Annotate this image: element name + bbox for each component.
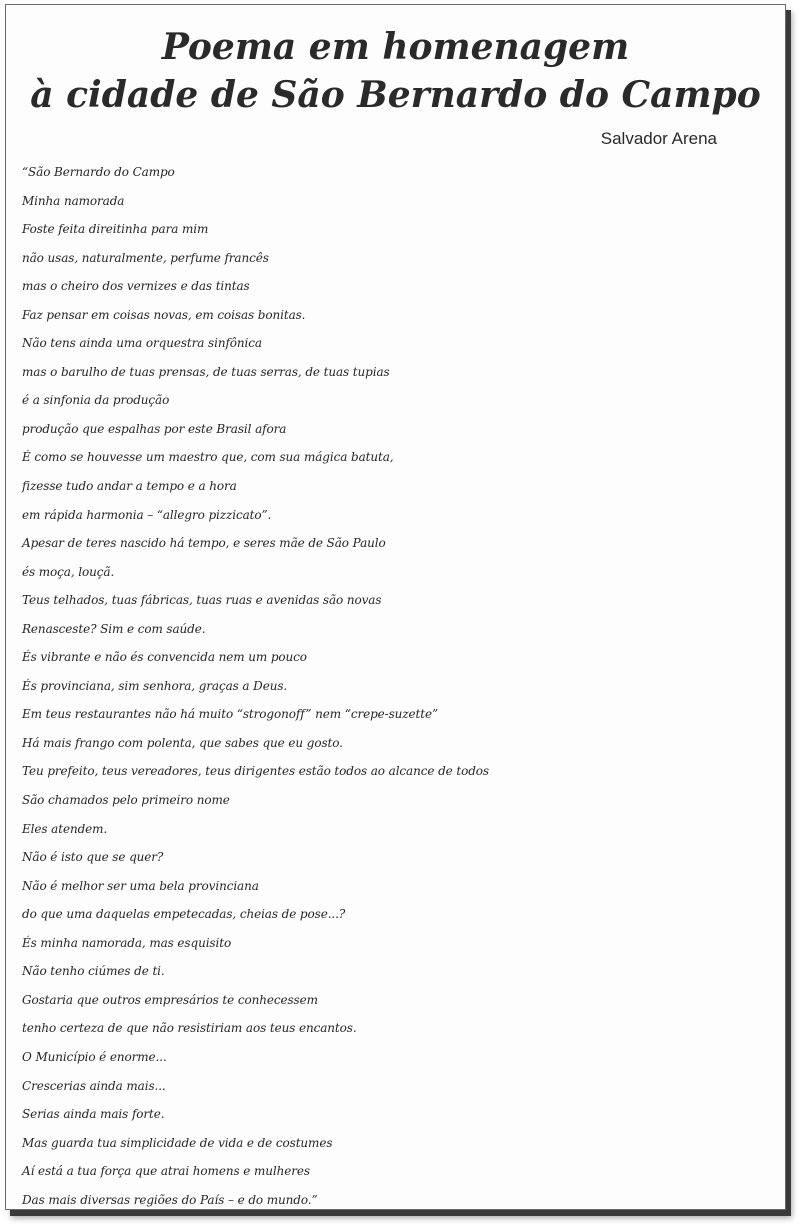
poem-line: Aí está a tua força que atrai homens e mulheres: [22, 1164, 310, 1179]
poem-line: não usas, naturalmente, perfume francês: [22, 250, 269, 265]
poem-line: Apesar de teres nascido há tempo, e seres mãe de São Paulo: [22, 536, 386, 551]
poem-line: Não tenho ciúmes de ti.: [22, 964, 165, 979]
poem-line: São chamados pelo primeiro nome: [22, 793, 230, 808]
poem-line: Teu prefeito, teus vereadores, teus dirigentes estão todos ao alcance de todos: [22, 764, 489, 779]
poem-line: “São Bernardo do Campo: [22, 165, 175, 179]
poem-author: Salvador Arena: [600, 129, 717, 148]
poem-line: Mas guarda tua simplicidade de vida e de costumes: [22, 1135, 333, 1150]
poem-card: [5, 4, 786, 1210]
poem-line: produção que espalhas por este Brasil afora: [22, 421, 287, 436]
poem-line: Há mais frango com polenta, que sabes que eu gosto.: [22, 735, 343, 750]
poem-line: Não tens ainda uma orquestra sinfônica: [22, 336, 262, 351]
poem-title-line-1: Poema em homenagem: [161, 26, 630, 68]
poem-line: Em teus restaurantes não há muito “strogonoff” nem “crepe-suzette”: [22, 707, 439, 722]
poem-line: Não é isto que se quer?: [22, 850, 164, 865]
poem-body: [22, 158, 782, 1214]
poem-line: É como se houvesse um maestro que, com sua mágica batuta,: [22, 450, 394, 465]
poem-line: Gostaria que outros empresários te conhecessem: [22, 992, 318, 1007]
poem-line: é a sinfonia da produção: [22, 393, 170, 408]
poem-line: mas o cheiro dos vernizes e das tintas: [22, 279, 250, 294]
poem-line: és moça, louçã.: [22, 564, 115, 579]
poem-line: tenho certeza de que não resistiriam aos teus encantos.: [22, 1021, 357, 1036]
poem-line: Minha namorada: [22, 193, 125, 208]
poem-title-line-2: à cidade de São Bernardo do Campo: [30, 74, 761, 116]
poem-line: Não é melhor ser uma bela provinciana: [22, 878, 259, 893]
poem-line: És provinciana, sim senhora, graças a Deus.: [22, 678, 288, 693]
poem-line: do que uma daquelas empetecadas, cheias de pose...?: [22, 907, 346, 922]
poem-line: Crescerias ainda mais...: [22, 1078, 166, 1093]
poem-line: Renasceste? Sim e com saúde.: [22, 621, 206, 636]
poem-line: Teus telhados, tuas fábricas, tuas ruas e avenidas são novas: [22, 593, 382, 608]
poem-line: mas o barulho de tuas prensas, de tuas serras, de tuas tupias: [22, 364, 390, 379]
poem-line: Das mais diversas regiões do País – e do mundo.”: [22, 1192, 318, 1207]
poem-line: Faz pensar em coisas novas, em coisas bonitas.: [22, 307, 306, 322]
poem-line: em rápida harmonia – “allegro pizzicato”.: [22, 507, 272, 522]
poem-line: fizesse tudo andar a tempo e a hora: [22, 479, 237, 494]
poem-line: Eles atendem.: [22, 821, 108, 836]
poem-line: És minha namorada, mas esquisito: [22, 935, 232, 950]
poem-line: Serias ainda mais forte.: [22, 1107, 165, 1122]
poem-line: És vibrante e não és convencida nem um pouco: [22, 650, 307, 665]
poem-line: Foste feita direitinha para mim: [22, 222, 209, 237]
poem-line: O Município é enorme...: [22, 1049, 167, 1064]
